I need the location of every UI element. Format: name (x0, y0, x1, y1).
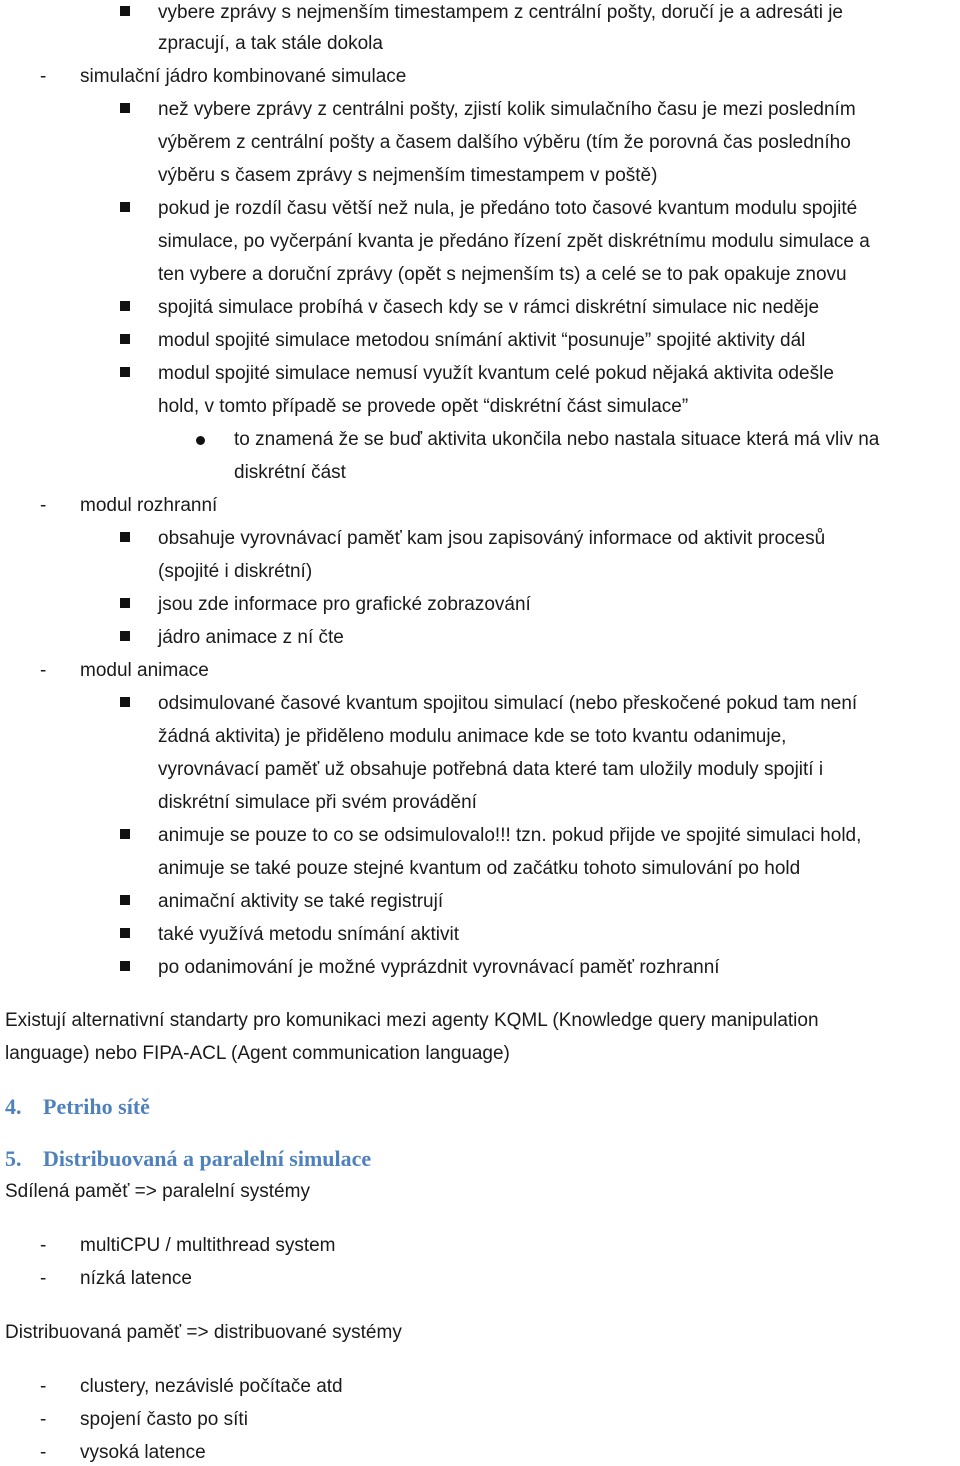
text-line: diskrétní simulace při svém provádění (158, 792, 477, 813)
text-line: hold, v tomto případě se provede opět “diskrétní část simulace” (158, 396, 689, 417)
dash-bullet: - (40, 1268, 47, 1289)
list-item: clustery, nezávislé počítače atd (80, 1376, 343, 1397)
square-bullet-icon (120, 928, 130, 938)
dash-bullet: - (40, 1409, 47, 1430)
list-item: nízká latence (80, 1268, 192, 1289)
paragraph-line: language) nebo FIPA-ACL (Agent communication language) (5, 1043, 510, 1064)
paragraph-line: Existují alternativní standarty pro komunikaci mezi agenty KQML (Knowledge query manipulation (5, 1010, 819, 1031)
square-bullet-icon (120, 895, 130, 905)
square-bullet-icon (120, 598, 130, 608)
text-line: animuje se také pouze stejné kvantum od začátku tohoto simulování po hold (158, 858, 801, 879)
text-line: diskrétní část (234, 462, 346, 483)
text-line: pokud je rozdíl času větší než nula, je předáno toto časové kvantum modulu spojité (158, 198, 858, 219)
text-line: (spojité i diskrétní) (158, 561, 313, 582)
text-line: to znamená že se buď aktivita ukončila nebo nastala situace která má vliv na (234, 429, 880, 450)
round-bullet-icon (196, 436, 205, 445)
text-line: modul spojité simulace nemusí využít kvantum celé pokud nějaká aktivita odešle (158, 363, 834, 384)
paragraph-line: Sdílená paměť => paralelní systémy (5, 1181, 310, 1202)
heading-number: 4. (5, 1094, 22, 1119)
square-bullet-icon (120, 334, 130, 344)
text-line: simulace, po vyčerpání kvanta je předáno řízení zpět diskrétnímu modulu simulace a (158, 231, 870, 252)
section-heading-4 (5, 1094, 150, 1120)
text-line: animuje se pouze to co se odsimulovalo!!! tzn. pokud přijde ve spojité simulaci hold, (158, 825, 862, 846)
heading-title: Petriho sítě (43, 1094, 150, 1119)
text-line: výběru s časem zprávy s nejmenším timestampem v poště) (158, 165, 658, 186)
text-line: žádná aktivita) je přiděleno modulu animace kde se toto kvantu odanimuje, (158, 726, 787, 747)
square-bullet-icon (120, 301, 130, 311)
square-bullet-icon (120, 532, 130, 542)
square-bullet-icon (120, 961, 130, 971)
text-line: obsahuje vyrovnávací paměť kam jsou zapisováný informace od aktivit procesů (158, 528, 826, 549)
text-line: zpracují, a tak stále dokola (158, 33, 383, 54)
dash-bullet: - (40, 660, 47, 681)
text-line: spojitá simulace probíhá v časech kdy se v rámci diskrétní simulace nic neděje (158, 297, 820, 318)
list-item: vysoká latence (80, 1442, 206, 1463)
square-bullet-icon (120, 829, 130, 839)
text-line: animační aktivity se také registrují (158, 891, 444, 912)
text-line: jsou zde informace pro grafické zobrazování (158, 594, 531, 615)
paragraph-line: Distribuovaná paměť => distribuované systémy (5, 1322, 402, 1343)
square-bullet-icon (120, 631, 130, 641)
section-heading-5 (5, 1146, 371, 1172)
list-item: spojení často po síti (80, 1409, 248, 1430)
text-line: než vybere zprávy z centrálni pošty, zjistí kolik simulačního času je mezi posledním (158, 99, 856, 120)
square-bullet-icon (120, 697, 130, 707)
text-line: jádro animace z ní čte (158, 627, 344, 648)
square-bullet-icon (120, 202, 130, 212)
square-bullet-icon (120, 6, 130, 16)
dash-bullet: - (40, 1235, 47, 1256)
square-bullet-icon (120, 103, 130, 113)
heading-title: Distribuovaná a paralelní simulace (43, 1146, 372, 1171)
text-line: po odanimování je možné vyprázdnit vyrovnávací paměť rozhranní (158, 957, 720, 978)
list-item: simulační jádro kombinované simulace (80, 66, 407, 87)
text-line: odsimulované časové kvantum spojitou simulací (nebo přeskočené pokud tam není (158, 693, 858, 714)
text-line: vyrovnávací paměť už obsahuje potřebná data které tam uložily moduly spojití i (158, 759, 824, 780)
text-line: výběrem z centrální pošty a časem dalšího výběru (tím že porovná čas posledního (158, 132, 851, 153)
dash-bullet: - (40, 66, 47, 87)
square-bullet-icon (120, 367, 130, 377)
text-line: také využívá metodu snímání aktivit (158, 924, 459, 945)
list-item: multiCPU / multithread system (80, 1235, 336, 1256)
heading-number: 5. (5, 1146, 22, 1171)
dash-bullet: - (40, 495, 47, 516)
text-line: vybere zprávy s nejmenším timestampem z centrální pošty, doručí je a adresáti je (158, 2, 843, 23)
dash-bullet: - (40, 1376, 47, 1397)
list-item: modul animace (80, 660, 209, 681)
list-item: modul rozhranní (80, 495, 218, 516)
text-line: ten vybere a doruční zprávy (opět s nejmenším ts) a celé se to pak opakuje znovu (158, 264, 847, 285)
dash-bullet: - (40, 1442, 47, 1463)
text-line: modul spojité simulace metodou snímání aktivit “posunuje” spojité aktivity dál (158, 330, 806, 351)
